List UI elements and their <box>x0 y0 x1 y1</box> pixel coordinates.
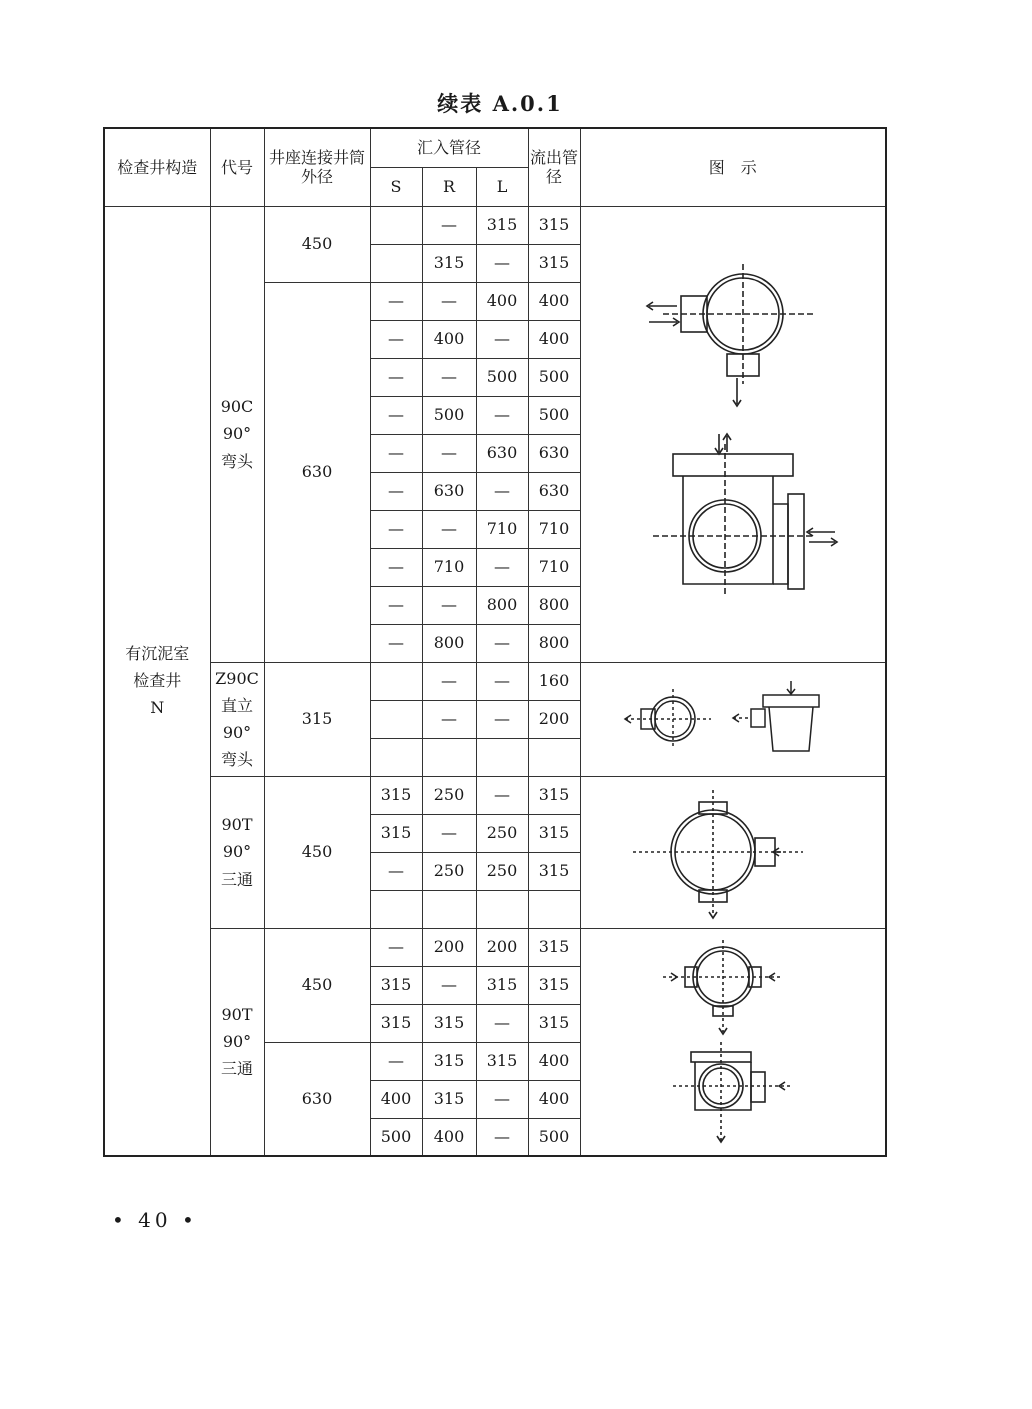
table-row <box>104 662 886 700</box>
cell-s: 500 <box>370 1118 422 1156</box>
code-cell: 90C 90° 弯头 <box>210 206 264 662</box>
cell-s: 400 <box>370 1080 422 1118</box>
cell-r: — <box>422 282 476 320</box>
seat-dia-cell: 450 <box>264 776 370 928</box>
cell-r: 400 <box>422 1118 476 1156</box>
cell-l: 400 <box>476 282 528 320</box>
tee-90t-diagram <box>623 782 843 922</box>
cell-l: — <box>476 700 528 738</box>
cell-r: 315 <box>422 1042 476 1080</box>
seat-dia-cell: 315 <box>264 662 370 776</box>
cell-out: 160 <box>528 662 580 700</box>
tee-90t-plan-elevation-diagram <box>623 932 843 1152</box>
cell-r: — <box>422 206 476 244</box>
cell-s <box>370 890 422 928</box>
cell-s: 315 <box>370 814 422 852</box>
cell-out: 315 <box>528 776 580 814</box>
cell-r: 315 <box>422 1004 476 1042</box>
code-cell: 90T 90° 三通 <box>210 928 264 1156</box>
cell-s: 315 <box>370 966 422 1004</box>
table-title: 续表 A.0.1 <box>437 91 563 116</box>
cell-out: 500 <box>528 358 580 396</box>
cell-l: 315 <box>476 1042 528 1080</box>
cell-out: 315 <box>528 1004 580 1042</box>
table-row <box>104 206 886 244</box>
cell-l: — <box>476 1004 528 1042</box>
cell-out: 800 <box>528 586 580 624</box>
cell-l: — <box>476 776 528 814</box>
cell-r: 315 <box>422 1080 476 1118</box>
cell-r: 250 <box>422 852 476 890</box>
cell-out <box>528 738 580 776</box>
header-inlet: 汇入管径 <box>370 128 528 167</box>
cell-s <box>370 700 422 738</box>
cell-s: — <box>370 548 422 586</box>
cell-l: 800 <box>476 586 528 624</box>
cell-s: — <box>370 396 422 434</box>
cell-l: — <box>476 624 528 662</box>
cell-s: — <box>370 586 422 624</box>
cell-l: 630 <box>476 434 528 472</box>
cell-l: — <box>476 1080 528 1118</box>
code-cell: 90T 90° 三通 <box>210 776 264 928</box>
structure-cell: 有沉泥室 检查井 N <box>104 206 210 1156</box>
cell-r: — <box>422 662 476 700</box>
cell-l: 315 <box>476 966 528 1004</box>
cell-r: 710 <box>422 548 476 586</box>
cell-s: 315 <box>370 776 422 814</box>
cell-l <box>476 738 528 776</box>
elbow-90c-diagram <box>623 254 843 614</box>
cell-l: 500 <box>476 358 528 396</box>
cell-l: — <box>476 1118 528 1156</box>
cell-r <box>422 890 476 928</box>
cell-l: 315 <box>476 206 528 244</box>
cell-out: 400 <box>528 320 580 358</box>
cell-out <box>528 890 580 928</box>
cell-s: — <box>370 510 422 548</box>
header-s: S <box>370 167 422 206</box>
cell-r: — <box>422 700 476 738</box>
cell-out: 500 <box>528 396 580 434</box>
cell-out: 800 <box>528 624 580 662</box>
cell-out: 315 <box>528 814 580 852</box>
cell-s: — <box>370 852 422 890</box>
seat-dia-cell: 630 <box>264 1042 370 1156</box>
code-cell: Z90C 直立 90° 弯头 <box>210 662 264 776</box>
cell-out: 200 <box>528 700 580 738</box>
cell-out: 315 <box>528 928 580 966</box>
cell-s <box>370 206 422 244</box>
cell-out: 710 <box>528 510 580 548</box>
table-row <box>104 928 886 966</box>
cell-s: — <box>370 434 422 472</box>
cell-r: 400 <box>422 320 476 358</box>
cell-l: — <box>476 472 528 510</box>
header-code: 代号 <box>210 128 264 206</box>
cell-s: 315 <box>370 1004 422 1042</box>
header-diagram: 图 示 <box>580 128 886 206</box>
cell-r: — <box>422 814 476 852</box>
cell-r: — <box>422 586 476 624</box>
cell-r <box>422 738 476 776</box>
table-row <box>104 776 886 814</box>
cell-l: 250 <box>476 852 528 890</box>
cell-s <box>370 244 422 282</box>
cell-l: 710 <box>476 510 528 548</box>
cell-out: 710 <box>528 548 580 586</box>
cell-out: 400 <box>528 1042 580 1080</box>
cell-out: 315 <box>528 966 580 1004</box>
cell-s <box>370 662 422 700</box>
cell-r: — <box>422 358 476 396</box>
cell-s: — <box>370 282 422 320</box>
cell-s: — <box>370 358 422 396</box>
cell-out: 400 <box>528 1080 580 1118</box>
seat-dia-cell: 450 <box>264 928 370 1042</box>
seat-dia-cell: 450 <box>264 206 370 282</box>
spec-table <box>103 127 887 1157</box>
cell-l: 200 <box>476 928 528 966</box>
diagram-cell <box>580 206 886 662</box>
cell-out: 500 <box>528 1118 580 1156</box>
cell-s <box>370 738 422 776</box>
cell-out: 630 <box>528 434 580 472</box>
cell-r: 315 <box>422 244 476 282</box>
vertical-elbow-diagram <box>623 679 843 759</box>
cell-l: — <box>476 320 528 358</box>
header-seat-dia: 井座连接井筒外径 <box>264 128 370 206</box>
cell-out: 630 <box>528 472 580 510</box>
cell-l: 250 <box>476 814 528 852</box>
cell-s: — <box>370 928 422 966</box>
cell-s: — <box>370 1042 422 1080</box>
header-structure: 检查井构造 <box>104 128 210 206</box>
cell-s: — <box>370 624 422 662</box>
cell-s: — <box>370 320 422 358</box>
cell-r: 800 <box>422 624 476 662</box>
header-row-1 <box>104 128 886 167</box>
cell-l: — <box>476 548 528 586</box>
page-number: • 40 • <box>112 1208 198 1232</box>
header-l: L <box>476 167 528 206</box>
diagram-cell <box>580 662 886 776</box>
diagram-cell <box>580 776 886 928</box>
cell-r: 630 <box>422 472 476 510</box>
cell-s: — <box>370 472 422 510</box>
cell-out: 400 <box>528 282 580 320</box>
cell-out: 315 <box>528 244 580 282</box>
header-r: R <box>422 167 476 206</box>
cell-r: — <box>422 434 476 472</box>
cell-out: 315 <box>528 852 580 890</box>
cell-r: — <box>422 966 476 1004</box>
cell-r: — <box>422 510 476 548</box>
cell-l <box>476 890 528 928</box>
cell-r: 500 <box>422 396 476 434</box>
cell-r: 250 <box>422 776 476 814</box>
cell-l: — <box>476 244 528 282</box>
header-outlet: 流出管径 <box>528 128 580 206</box>
cell-l: — <box>476 662 528 700</box>
seat-dia-cell: 630 <box>264 282 370 662</box>
cell-r: 200 <box>422 928 476 966</box>
cell-out: 315 <box>528 206 580 244</box>
cell-l: — <box>476 396 528 434</box>
diagram-cell <box>580 928 886 1156</box>
